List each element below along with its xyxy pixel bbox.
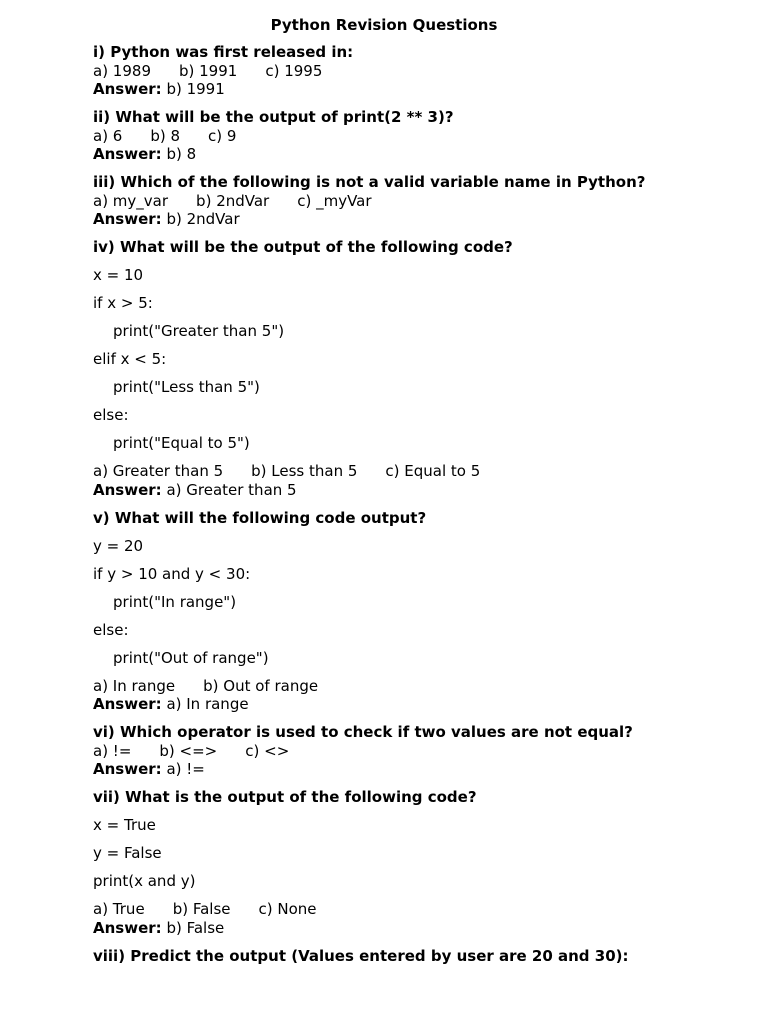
code-line: y = False: [93, 844, 162, 862]
code-line: print("Less than 5"): [113, 378, 260, 396]
code-line: y = 20: [93, 536, 144, 555]
option-b: b) 2ndVar: [196, 191, 270, 210]
question-text: iii) Which of the following is not a valid variable name in Python?: [93, 173, 646, 191]
option-b: b) Less than 5: [251, 462, 358, 480]
answer-label: Answer:: [93, 80, 162, 98]
answer-line: [93, 80, 733, 99]
options-row: [93, 677, 733, 696]
option-b: b) False: [172, 900, 231, 918]
question-8: [93, 947, 733, 966]
answer-label: Answer:: [93, 695, 162, 713]
option-a: a) True: [93, 900, 145, 918]
answer-line: [93, 760, 733, 779]
question-text: i) Python was first released in:: [93, 43, 354, 61]
questions-list: [93, 43, 733, 975]
code-line: x = True: [93, 816, 156, 834]
code-line: print("Out of range"): [113, 648, 269, 667]
option-b: b) <=>: [159, 741, 218, 760]
answer-label: Answer:: [93, 760, 162, 778]
answer-value: b) False: [166, 918, 225, 937]
options-row: [93, 742, 733, 761]
code-line: if y > 10 and y < 30:: [93, 564, 251, 583]
code-line: print("Greater than 5"): [113, 322, 285, 340]
answer-label: Answer:: [93, 145, 162, 163]
option-c: c) None: [258, 900, 317, 918]
answer-value: a) In range: [166, 695, 249, 713]
question-4: [93, 238, 733, 499]
question-text: ii) What will be the output of print(2 ** 3)?: [93, 108, 454, 126]
option-b: b) Out of range: [203, 676, 319, 695]
answer-line: [93, 695, 733, 714]
option-a: a) 6: [93, 126, 123, 145]
question-text: vii) What is the output of the following code?: [93, 788, 477, 806]
answer-value: b) 2ndVar: [166, 210, 240, 228]
code-line: print("In range"): [113, 592, 237, 611]
code-line: print("Equal to 5"): [113, 434, 250, 452]
answer-value: b) 8: [166, 145, 197, 163]
code-line: else:: [93, 620, 129, 639]
question-2: [93, 108, 733, 164]
code-line: x = 10: [93, 266, 144, 284]
answer-line: [93, 481, 733, 500]
options-row: [93, 62, 733, 81]
code-line: if x > 5:: [93, 294, 153, 312]
code-line: print(x and y): [93, 872, 196, 890]
option-c: c) 1995: [265, 61, 323, 80]
option-c: c) Equal to 5: [385, 462, 481, 480]
question-text: iv) What will be the output of the following code?: [93, 238, 513, 256]
question-3: [93, 173, 733, 229]
page-title: Python Revision Questions: [270, 16, 498, 34]
answer-line: [93, 919, 733, 938]
options-row: [93, 127, 733, 146]
option-c: c) <>: [245, 741, 290, 760]
question-text: vi) Which operator is used to check if two values are not equal?: [93, 723, 633, 741]
question-6: [93, 723, 733, 779]
option-c: c) 9: [208, 126, 237, 145]
question-text: viii) Predict the output (Values entered by user are 20 and 30):: [93, 946, 629, 965]
options-row: [93, 462, 733, 481]
answer-label: Answer:: [93, 918, 162, 937]
answer-label: Answer:: [93, 480, 162, 499]
answer-value: a) !=: [166, 760, 205, 778]
answer-value: a) Greater than 5: [166, 480, 297, 499]
question-7: [93, 788, 733, 937]
option-b: b) 1991: [179, 61, 238, 80]
code-line: else:: [93, 406, 129, 424]
option-a: a) !=: [93, 741, 132, 760]
question-text: v) What will the following code output?: [93, 508, 427, 527]
question-5: [93, 509, 733, 714]
option-c: c) _myVar: [297, 191, 372, 210]
options-row: [93, 192, 733, 211]
answer-label: Answer:: [93, 210, 162, 228]
answer-line: [93, 145, 733, 164]
code-line: elif x < 5:: [93, 350, 167, 368]
option-a: a) Greater than 5: [93, 462, 224, 480]
answer-value: b) 1991: [166, 80, 225, 98]
options-row: [93, 900, 733, 919]
option-a: a) my_var: [93, 191, 169, 210]
question-1: [93, 43, 733, 99]
option-a: a) In range: [93, 676, 176, 695]
option-a: a) 1989: [93, 61, 151, 80]
answer-line: [93, 210, 733, 229]
option-b: b) 8: [150, 126, 181, 145]
